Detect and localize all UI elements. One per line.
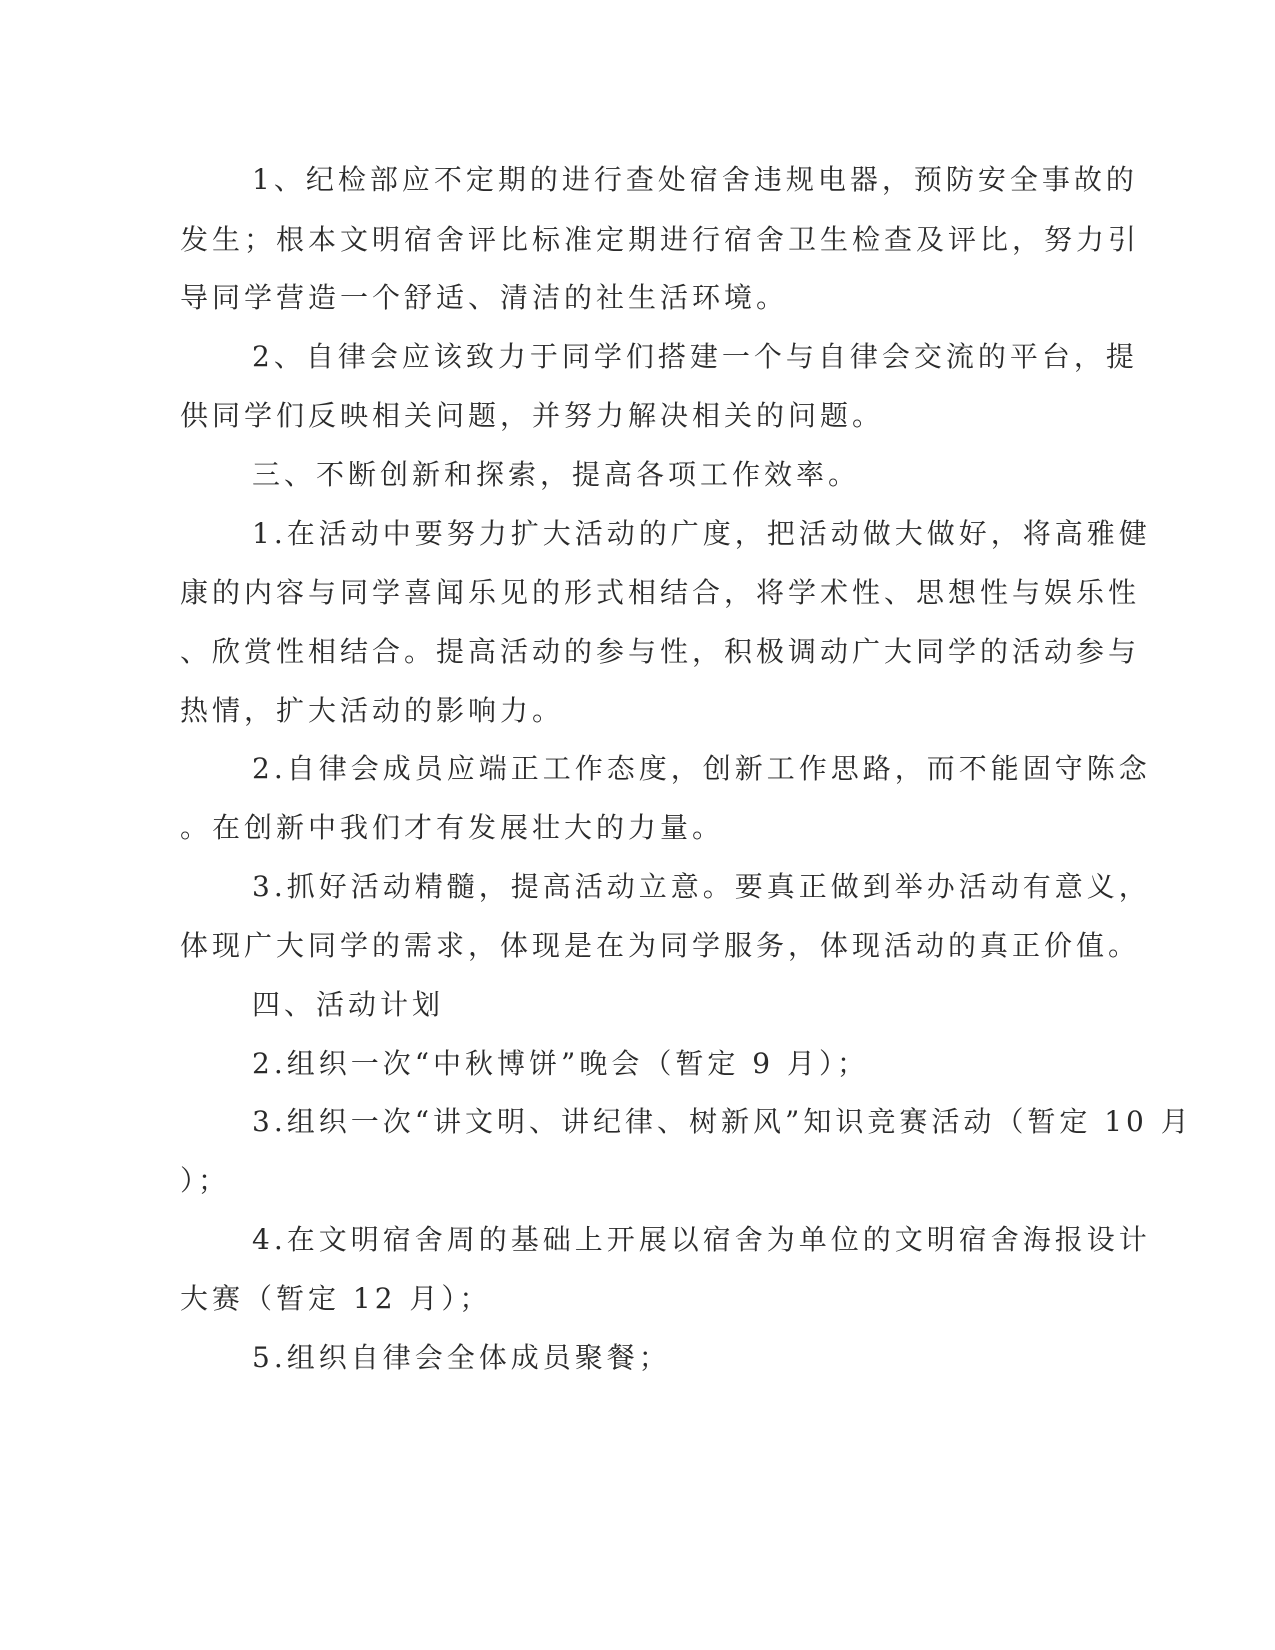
text-line: 体现广大同学的需求，体现是在为同学服务，体现活动的真正价值。: [180, 929, 1141, 962]
list-item: 3.组织一次“讲文明、讲纪律、树新风”知识竞赛活动（暂定 10 月: [252, 1105, 1193, 1138]
text-line: 2、自律会应该致力于同学们搭建一个与自律会交流的平台，提: [252, 340, 1138, 373]
list-item: 2.组织一次“中秋博饼”晚会（暂定 9 月）；: [252, 1047, 869, 1080]
text-line: 。在创新中我们才有发展壮大的力量。: [180, 811, 725, 844]
text-line: 2.自律会成员应端正工作态度，创新工作思路，而不能固守陈念: [252, 752, 1151, 785]
section-heading: 四、活动计划: [252, 988, 445, 1021]
text-line: 热情，扩大活动的影响力。: [180, 694, 565, 727]
text-line: 大赛（暂定 12 月）；: [180, 1282, 492, 1315]
text-line: 康的内容与同学喜闻乐见的形式相结合，将学术性、思想性与娱乐性: [180, 576, 1141, 609]
text-line: 1.在活动中要努力扩大活动的广度，把活动做大做好，将高雅健: [252, 517, 1151, 550]
text-line: 、欣赏性相结合。提高活动的参与性，积极调动广大同学的活动参与: [180, 635, 1141, 668]
text-line: 供同学们反映相关问题，并努力解决相关的问题。: [180, 399, 885, 432]
text-line: 发生；根本文明宿舍评比标准定期进行宿舍卫生检查及评比，努力引: [180, 223, 1141, 256]
section-heading: 三、不断创新和探索，提高各项工作效率。: [252, 458, 861, 491]
text-line: 1、纪检部应不定期的进行查处宿舍违规电器，预防安全事故的: [252, 163, 1138, 196]
text-line: ）；: [180, 1164, 231, 1197]
text-line: 导同学营造一个舒适、清洁的社生活环境。: [180, 281, 789, 314]
text-line: 3.抓好活动精髓，提高活动立意。要真正做到举办活动有意义，: [252, 870, 1151, 903]
list-item: 5.组织自律会全体成员聚餐；: [252, 1341, 671, 1374]
list-item: 4.在文明宿舍周的基础上开展以宿舍为单位的文明宿舍海报设计: [252, 1223, 1151, 1256]
